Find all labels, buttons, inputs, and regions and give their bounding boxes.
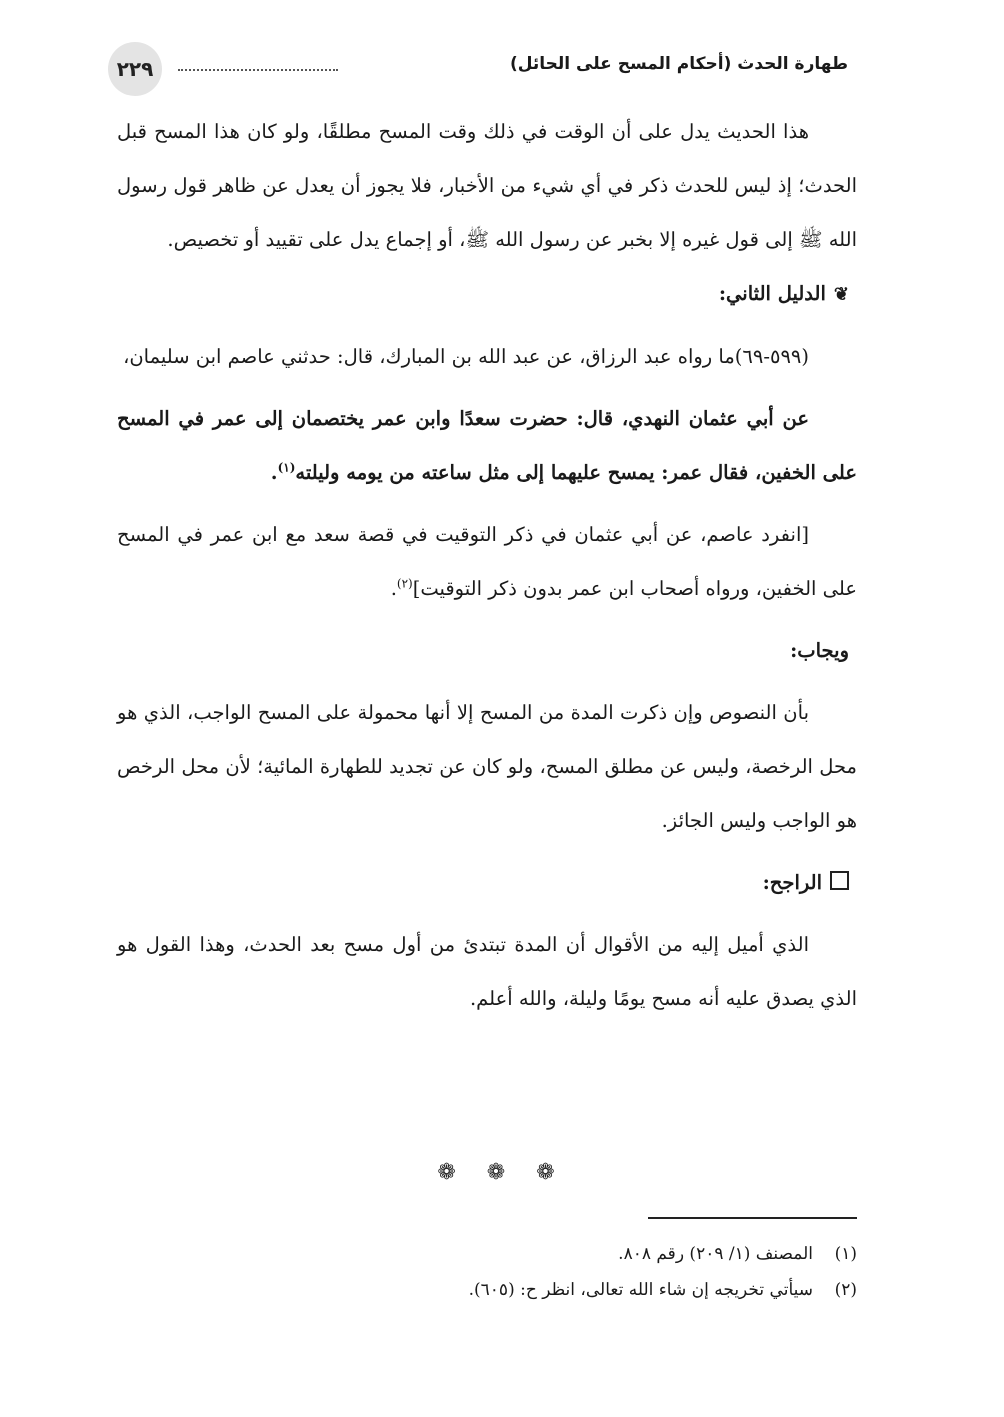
narration-note-body: [انفرد عاصم، عن أبي عثمان في ذكر التوقيت في قصة سعد مع ابن عمر في المسح على الخفين، ورواه أصحاب ابن عمر بدون ذكر التوقيت] bbox=[117, 523, 857, 600]
paragraph-1: هذا الحديث يدل على أن الوقت في ذلك وقت المسح مطلقًا، ولو كان هذا المسح قبل الحدث؛ إذ ليس للحدث ذكر في أي شيء من الأخبار، فلا يجوز أن يعدل عن ظاهر قول رسول الله ﷺ إلى قول غيره إلا بخبر عن رسول الله ﷺ، أو إجماع يدل على تقييد أو تخصيص. bbox=[117, 120, 857, 251]
heading-answer: ويجاب: bbox=[790, 639, 849, 662]
footnote-ref-1: (١) bbox=[277, 460, 296, 475]
paragraph-2: (٥٩٩-٦٩)ما رواه عبد الرزاق، عن عبد الله بن المبارك، قال: حدثني عاصم ابن سليمان، bbox=[123, 345, 809, 368]
hadith-body: عن أبي عثمان النهدي، قال: حضرت سعدًا وابن عمر يختصمان إلى عمر في المسح على الخفين، فقال عمر: يمسح عليهما إلى مثل ساعته من يومه وليلته bbox=[117, 407, 857, 484]
footnotes bbox=[117, 1236, 857, 1308]
paragraph-3: بأن النصوص وإن ذكرت المدة من المسح إلا أنها محمولة على المسح الواجب، الذي هو محل الرخصة، وليس عن مطلق المسح، ولو كان عن تجديد للطهارة المائية؛ لأن محل الرخص هو الواجب وليس الجائز. bbox=[117, 701, 857, 832]
header-title: طهارة الحدث (أحكام المسح على الحائل) bbox=[509, 54, 848, 74]
paragraph-4: الذي أميل إليه من الأقوال أن المدة تبتدئ من أول مسح بعد الحدث، وهذا القول هو الذي يصدق عليه أنه مسح يومًا وليلة، والله أعلم. bbox=[117, 933, 857, 1010]
footnote-1-number: (١) bbox=[834, 1244, 857, 1264]
footnote-2 bbox=[117, 1272, 857, 1308]
heading-second-evidence-label: الدليل الثاني: bbox=[718, 282, 826, 305]
section-separator: ❁ ❁ ❁ bbox=[437, 1160, 567, 1185]
footnote-2-text: سيأتي تخريجه إن شاء الله تعالى، انظر ح: (٦٠٥). bbox=[468, 1280, 813, 1300]
header-dotted-leader-left bbox=[178, 59, 338, 71]
leaf-ornament-icon: ❦ bbox=[833, 284, 849, 305]
heading-second-evidence bbox=[117, 267, 857, 322]
footnote-1-text: المصنف (١/ ٢٠٩) رقم ٨٠٨. bbox=[618, 1244, 813, 1264]
footnote-divider bbox=[648, 1217, 857, 1219]
hadith-text: عن أبي عثمان النهدي، قال: حضرت سعدًا وابن عمر يختصمان إلى عمر في المسح على الخفين، فقال عمر: يمسح عليهما إلى مثل ساعته من يومه وليلته$^{(١)}$. bbox=[117, 407, 857, 484]
page-number: ٢٢٩ bbox=[108, 42, 162, 96]
main-text bbox=[117, 105, 857, 1026]
heading-preferred bbox=[117, 856, 857, 910]
page-header bbox=[108, 42, 848, 98]
footnote-2-number: (٢) bbox=[834, 1280, 857, 1300]
narration-note: [انفرد عاصم، عن أبي عثمان في ذكر التوقيت في قصة سعد مع ابن عمر في المسح على الخفين، ورواه أصحاب ابن عمر بدون ذكر التوقيت]$^{(٢)}$. bbox=[117, 523, 857, 600]
square-box-icon bbox=[830, 871, 849, 890]
heading-preferred-label: الراجح: bbox=[762, 871, 822, 894]
footnote-1 bbox=[117, 1236, 857, 1272]
footnote-ref-2: (٢) bbox=[396, 576, 413, 591]
